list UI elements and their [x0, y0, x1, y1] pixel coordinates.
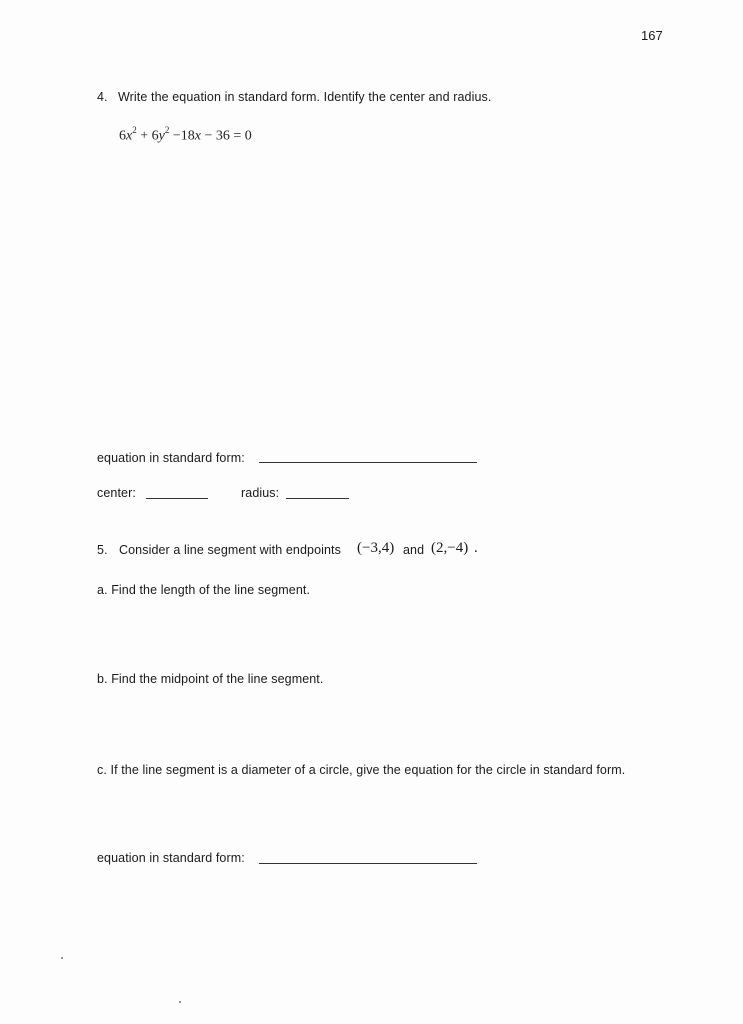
q5-standard-form-label: equation in standard form: [97, 851, 245, 865]
endpoint-2: (2,−4) [431, 540, 469, 556]
center-answer-line[interactable] [146, 498, 208, 499]
period: . [474, 540, 478, 556]
equation-var-y: y [158, 128, 165, 144]
scan-speck [179, 1001, 181, 1003]
equation-var-x: x [194, 128, 201, 144]
and-word: and [403, 543, 425, 557]
question-5-prompt: Consider a line segment with endpoints [119, 543, 341, 557]
equation-coefficient: 6 [119, 128, 126, 144]
q4-standard-form-label: equation in standard form: [97, 451, 245, 465]
question-5-number: 5. [97, 543, 108, 557]
question-4-prompt: Write the equation in standard form. Identify the center and radius. [118, 90, 492, 104]
equation-term: + 6 [136, 128, 159, 144]
part-c-prompt: c. If the line segment is a diameter of a circle, give the equation for the circle in standard form. [97, 763, 626, 777]
q4-standard-form-answer-line[interactable] [259, 462, 477, 463]
center-label: center: [97, 486, 136, 500]
equation-term: −18 [169, 128, 195, 144]
equation-var-x: x [126, 128, 133, 144]
part-b-prompt: b. Find the midpoint of the line segment. [97, 672, 324, 686]
question-4-equation [119, 126, 252, 145]
equation-exponent: 2 [132, 125, 137, 135]
page-number: 167 [641, 28, 663, 43]
question-4-number: 4. [97, 90, 108, 104]
radius-label: radius: [241, 486, 280, 500]
radius-answer-line[interactable] [286, 498, 349, 499]
part-a-prompt: a. Find the length of the line segment. [97, 583, 311, 597]
endpoint-1: (−3,4) [357, 540, 395, 556]
scan-speck [61, 957, 63, 959]
q5-standard-form-answer-line[interactable] [259, 863, 477, 864]
equation-exponent: 2 [164, 125, 170, 135]
equation-term: − 36 = 0 [200, 128, 252, 144]
